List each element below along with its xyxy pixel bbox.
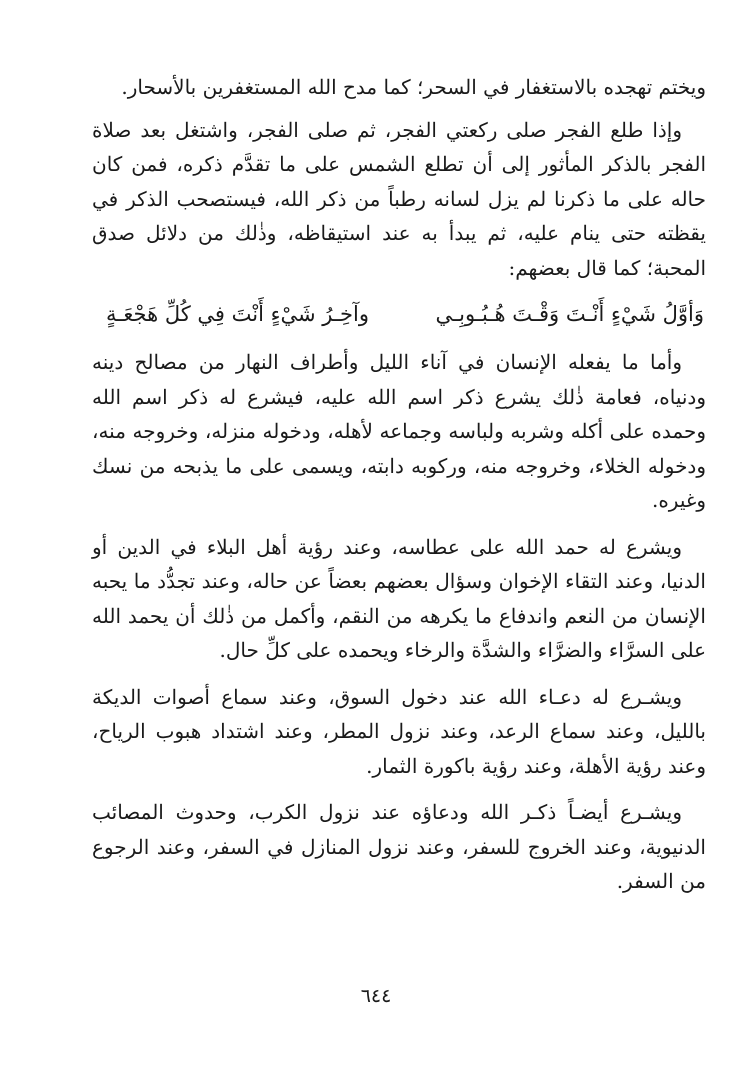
paragraph-daily-dhikr: وأما ما يفعله الإنسان في آناء الليل وأطراف النهار من مصالح دينه ودنياه، فعامة ذٰلك يشرع ذكر اسم الله عليه، فيشرع له ذكر اسم الله وحمده على أكله وشربه ولباسه وجماعه لأهله، ودخوله منزله، وخروجه منه، ودخوله الخلاء، وخروجه منه، وركوبه دابته، ويسمى على ما يذبحه من نسك وغيره. bbox=[92, 350, 706, 512]
paragraph-travel-dhikr: ويشـرع أيضـاً ذكـر الله ودعاؤه عند نزول الكرب، وحدوث المصائب الدنيوية، وعند الخروج للسفر، وعند نزول المنازل في السفر، وعند الرجوع من السفر. bbox=[92, 800, 706, 893]
poetry-verse bbox=[92, 297, 706, 331]
paragraph-hamd: ويشرع له حمد الله على عطاسه، وعند رؤية أهل البلاء في الدين أو الدنيا، وعند التقاء الإخوان وسؤال بعضهم بعضاً عن حاله، وعند تجدُّد ما يحبه الإنسان من النعم واندفاع ما يكرهه من النقم، وأكمل من ذٰلك أن يحمد الله على السرَّاء والضرَّاء والشدَّة والرخاء ويحمده على كلِّ حال. bbox=[92, 534, 706, 662]
page-number: ٦٤٤ bbox=[360, 985, 392, 1007]
paragraph-fajr-dhikr: وإذا طلع الفجر صلى ركعتي الفجر، ثم صلى الفجر، واشتغل بعد صلاة الفجر بالذكر المأثور إلى أن تطلع الشمس على ما تقدَّم ذكره، فمن كان حاله على ما ذكرنا لم يزل لسانه رطباً من ذكر الله، فيستصحب الذكر في يقظته حتى ينام عليه، ثم يبدأ به عند استيقاظه، وذٰلك من دلائل صدق المحبة؛ كما قال بعضهم: bbox=[92, 117, 706, 280]
verse-hemistich-right: وَأوَّلُ شَيْءٍ أَنْـتَ وَقْـتَ هُـبُـوبِـي bbox=[435, 302, 704, 326]
verse-hemistich-left: وآخِـرُ شَيْءٍ أَنْتَ فِي كُلِّ هَجْعَـةٍ bbox=[106, 302, 369, 326]
page-body bbox=[92, 70, 706, 911]
paragraph-dua: ويشـرع له دعـاء الله عند دخول السوق، وعند سماع أصوات الديكة بالليل، وعند سماع الرعد، وعند نزول المطر، وعند اشتداد هبوب الرياح، وعند رؤية الأهلة، وعند رؤية باكورة الثمار. bbox=[92, 684, 706, 778]
paragraph-istighfar: ويختم تهجده بالاستغفار في السحر؛ كما مدح الله المستغفرين بالأسحار. bbox=[121, 75, 706, 99]
